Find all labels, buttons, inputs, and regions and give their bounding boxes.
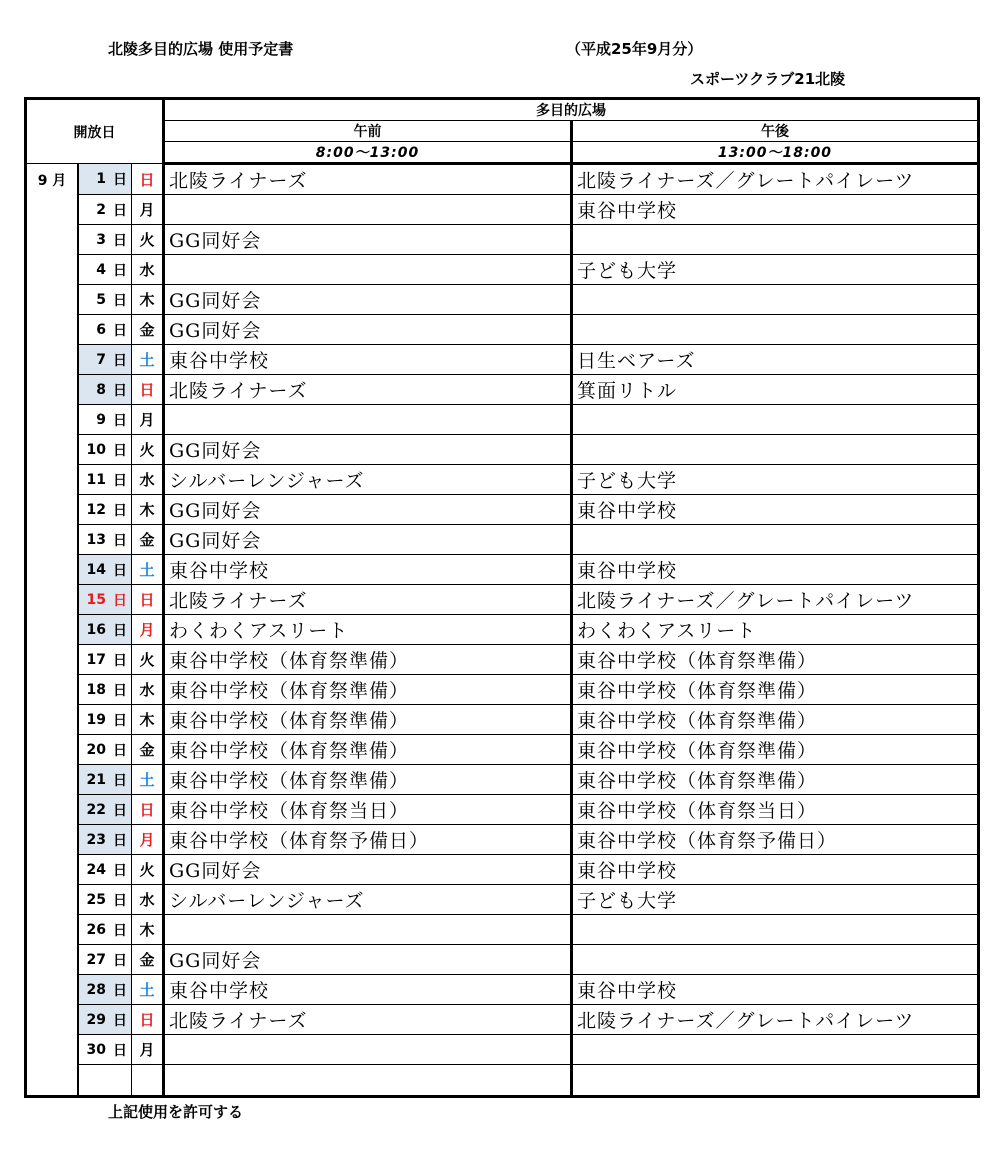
schedule-row (26, 675, 979, 705)
day-suffix: 日 (109, 525, 132, 555)
weekday: 土 (132, 765, 164, 795)
day-number: 1 (78, 164, 109, 195)
day-suffix: 日 (109, 255, 132, 285)
morning-entry: GG同好会 (164, 435, 572, 465)
schedule-row (26, 1035, 979, 1065)
morning-entry: GG同好会 (164, 945, 572, 975)
morning-entry: シルバーレンジャーズ (164, 885, 572, 915)
morning-entry: 東谷中学校（体育祭準備） (164, 675, 572, 705)
afternoon-entry: 北陵ライナーズ／グレートパイレーツ (572, 585, 979, 615)
morning-time: 8:00～13:00 (164, 142, 572, 164)
document-title: 北陵多目的広場 使用予定書 (108, 40, 294, 58)
schedule-row (26, 795, 979, 825)
afternoon-entry: わくわくアスリート (572, 615, 979, 645)
day-number: 29 (78, 1005, 109, 1035)
afternoon-entry: 東谷中学校（体育祭当日） (572, 795, 979, 825)
organization-name: スポーツクラブ21北陵 (690, 70, 846, 88)
weekday: 日 (132, 164, 164, 195)
day-number: 12 (78, 495, 109, 525)
afternoon-entry: 子ども大学 (572, 255, 979, 285)
afternoon-entry: 東谷中学校（体育祭準備） (572, 735, 979, 765)
day-suffix: 日 (109, 375, 132, 405)
empty-cell (78, 1065, 109, 1097)
day-suffix: 日 (109, 765, 132, 795)
schedule-row (26, 285, 979, 315)
morning-entry: 東谷中学校 (164, 345, 572, 375)
morning-entry (164, 195, 572, 225)
empty-row (26, 1065, 979, 1097)
day-number: 7 (78, 345, 109, 375)
day-suffix: 日 (109, 585, 132, 615)
schedule-row (26, 885, 979, 915)
afternoon-entry (572, 225, 979, 255)
morning-entry: シルバーレンジャーズ (164, 465, 572, 495)
day-suffix: 日 (109, 855, 132, 885)
day-number: 10 (78, 435, 109, 465)
afternoon-entry: 北陵ライナーズ／グレートパイレーツ (572, 164, 979, 195)
day-number: 15 (78, 585, 109, 615)
weekday: 日 (132, 795, 164, 825)
weekday: 木 (132, 285, 164, 315)
day-number: 25 (78, 885, 109, 915)
afternoon-entry (572, 945, 979, 975)
day-suffix: 日 (109, 825, 132, 855)
weekday: 月 (132, 405, 164, 435)
schedule-row (26, 195, 979, 225)
schedule-row (26, 975, 979, 1005)
afternoon-entry: 東谷中学校 (572, 495, 979, 525)
afternoon-header: 午後 (572, 121, 979, 142)
weekday: 土 (132, 555, 164, 585)
schedule-row (26, 615, 979, 645)
morning-entry (164, 1035, 572, 1065)
day-number: 6 (78, 315, 109, 345)
schedule-row (26, 495, 979, 525)
day-number: 16 (78, 615, 109, 645)
afternoon-entry (572, 315, 979, 345)
schedule-row (26, 1005, 979, 1035)
day-suffix: 日 (109, 285, 132, 315)
afternoon-entry: 東谷中学校（体育祭予備日） (572, 825, 979, 855)
morning-entry: 東谷中学校 (164, 555, 572, 585)
morning-entry: 北陵ライナーズ (164, 1005, 572, 1035)
morning-entry: 東谷中学校（体育祭当日） (164, 795, 572, 825)
day-number: 26 (78, 915, 109, 945)
footer-note: 上記使用を許可する (108, 1103, 244, 1121)
day-number: 18 (78, 675, 109, 705)
morning-entry (164, 405, 572, 435)
afternoon-entry: 箕面リトル (572, 375, 979, 405)
empty-cell (109, 1065, 132, 1097)
day-suffix: 日 (109, 1005, 132, 1035)
empty-cell (164, 1065, 572, 1097)
morning-entry: 東谷中学校（体育祭予備日） (164, 825, 572, 855)
schedule-row (26, 375, 979, 405)
day-suffix: 日 (109, 645, 132, 675)
day-suffix: 日 (109, 465, 132, 495)
weekday: 金 (132, 525, 164, 555)
open-day-header: 開放日 (26, 99, 164, 164)
day-suffix: 日 (109, 735, 132, 765)
header-row-period (26, 121, 979, 142)
day-suffix: 日 (109, 945, 132, 975)
afternoon-entry: 日生ベアーズ (572, 345, 979, 375)
morning-entry (164, 915, 572, 945)
day-number: 2 (78, 195, 109, 225)
afternoon-entry: 東谷中学校（体育祭準備） (572, 675, 979, 705)
day-number: 21 (78, 765, 109, 795)
morning-entry: GG同好会 (164, 315, 572, 345)
day-number: 9 (78, 405, 109, 435)
schedule-row (26, 735, 979, 765)
morning-entry: 東谷中学校（体育祭準備） (164, 705, 572, 735)
day-number: 11 (78, 465, 109, 495)
weekday: 月 (132, 825, 164, 855)
morning-entry: GG同好会 (164, 855, 572, 885)
schedule-row (26, 164, 979, 195)
weekday: 木 (132, 915, 164, 945)
weekday: 金 (132, 315, 164, 345)
morning-entry: 北陵ライナーズ (164, 585, 572, 615)
day-suffix: 日 (109, 164, 132, 195)
schedule-row (26, 855, 979, 885)
schedule-row (26, 435, 979, 465)
weekday: 月 (132, 615, 164, 645)
morning-entry (164, 255, 572, 285)
schedule-row (26, 225, 979, 255)
morning-entry: 東谷中学校（体育祭準備） (164, 735, 572, 765)
afternoon-entry: 東谷中学校（体育祭準備） (572, 645, 979, 675)
day-suffix: 日 (109, 675, 132, 705)
day-number: 28 (78, 975, 109, 1005)
weekday: 火 (132, 855, 164, 885)
day-suffix: 日 (109, 915, 132, 945)
schedule-row (26, 315, 979, 345)
day-number: 8 (78, 375, 109, 405)
month-label: 9 月 (26, 164, 79, 1097)
weekday: 火 (132, 645, 164, 675)
weekday: 金 (132, 735, 164, 765)
afternoon-entry: 子ども大学 (572, 885, 979, 915)
day-number: 13 (78, 525, 109, 555)
afternoon-time: 13:00～18:00 (572, 142, 979, 164)
day-number: 19 (78, 705, 109, 735)
morning-entry: 東谷中学校（体育祭準備） (164, 765, 572, 795)
weekday: 日 (132, 1005, 164, 1035)
day-number: 5 (78, 285, 109, 315)
morning-header: 午前 (164, 121, 572, 142)
weekday: 水 (132, 465, 164, 495)
morning-entry: GG同好会 (164, 225, 572, 255)
day-number: 4 (78, 255, 109, 285)
day-suffix: 日 (109, 555, 132, 585)
weekday: 水 (132, 255, 164, 285)
day-suffix: 日 (109, 315, 132, 345)
schedule-row (26, 255, 979, 285)
day-suffix: 日 (109, 435, 132, 465)
weekday: 木 (132, 705, 164, 735)
day-suffix: 日 (109, 795, 132, 825)
schedule-row (26, 915, 979, 945)
morning-entry: GG同好会 (164, 525, 572, 555)
day-suffix: 日 (109, 615, 132, 645)
morning-entry: 東谷中学校（体育祭準備） (164, 645, 572, 675)
schedule-row (26, 585, 979, 615)
header-row-time (26, 142, 979, 164)
empty-cell (572, 1065, 979, 1097)
schedule-row (26, 345, 979, 375)
day-number: 3 (78, 225, 109, 255)
schedule-table (24, 97, 980, 1098)
morning-entry: わくわくアスリート (164, 615, 572, 645)
weekday: 日 (132, 375, 164, 405)
weekday: 水 (132, 675, 164, 705)
day-suffix: 日 (109, 195, 132, 225)
weekday: 火 (132, 225, 164, 255)
day-number: 20 (78, 735, 109, 765)
afternoon-entry: 子ども大学 (572, 465, 979, 495)
afternoon-entry (572, 405, 979, 435)
morning-entry: 東谷中学校 (164, 975, 572, 1005)
afternoon-entry: 東谷中学校 (572, 855, 979, 885)
document-period: （平成25年9月分） (566, 40, 703, 58)
schedule-row (26, 465, 979, 495)
weekday: 日 (132, 585, 164, 615)
weekday: 土 (132, 345, 164, 375)
weekday: 水 (132, 885, 164, 915)
morning-entry: 北陵ライナーズ (164, 375, 572, 405)
afternoon-entry (572, 525, 979, 555)
afternoon-entry: 東谷中学校 (572, 195, 979, 225)
afternoon-entry: 東谷中学校 (572, 555, 979, 585)
schedule-row (26, 705, 979, 735)
day-suffix: 日 (109, 345, 132, 375)
facility-header: 多目的広場 (164, 99, 979, 121)
schedule-row (26, 945, 979, 975)
schedule-row (26, 645, 979, 675)
weekday: 金 (132, 945, 164, 975)
weekday: 火 (132, 435, 164, 465)
day-suffix: 日 (109, 405, 132, 435)
schedule-row (26, 405, 979, 435)
afternoon-entry: 東谷中学校（体育祭準備） (572, 705, 979, 735)
day-number: 30 (78, 1035, 109, 1065)
afternoon-entry: 東谷中学校 (572, 975, 979, 1005)
day-suffix: 日 (109, 225, 132, 255)
day-suffix: 日 (109, 1035, 132, 1065)
afternoon-entry (572, 1035, 979, 1065)
afternoon-entry (572, 435, 979, 465)
weekday: 月 (132, 195, 164, 225)
morning-entry: 北陵ライナーズ (164, 164, 572, 195)
day-number: 27 (78, 945, 109, 975)
day-number: 22 (78, 795, 109, 825)
morning-entry: GG同好会 (164, 285, 572, 315)
afternoon-entry: 北陵ライナーズ／グレートパイレーツ (572, 1005, 979, 1035)
day-suffix: 日 (109, 705, 132, 735)
empty-cell (132, 1065, 164, 1097)
weekday: 月 (132, 1035, 164, 1065)
day-suffix: 日 (109, 885, 132, 915)
day-suffix: 日 (109, 495, 132, 525)
weekday: 土 (132, 975, 164, 1005)
day-number: 23 (78, 825, 109, 855)
schedule-row (26, 825, 979, 855)
weekday: 木 (132, 495, 164, 525)
afternoon-entry (572, 915, 979, 945)
morning-entry: GG同好会 (164, 495, 572, 525)
schedule-row (26, 525, 979, 555)
schedule-row (26, 765, 979, 795)
day-suffix: 日 (109, 975, 132, 1005)
day-number: 24 (78, 855, 109, 885)
afternoon-entry (572, 285, 979, 315)
header-row-facility (26, 99, 979, 121)
afternoon-entry: 東谷中学校（体育祭準備） (572, 765, 979, 795)
schedule-row (26, 555, 979, 585)
day-number: 17 (78, 645, 109, 675)
day-number: 14 (78, 555, 109, 585)
